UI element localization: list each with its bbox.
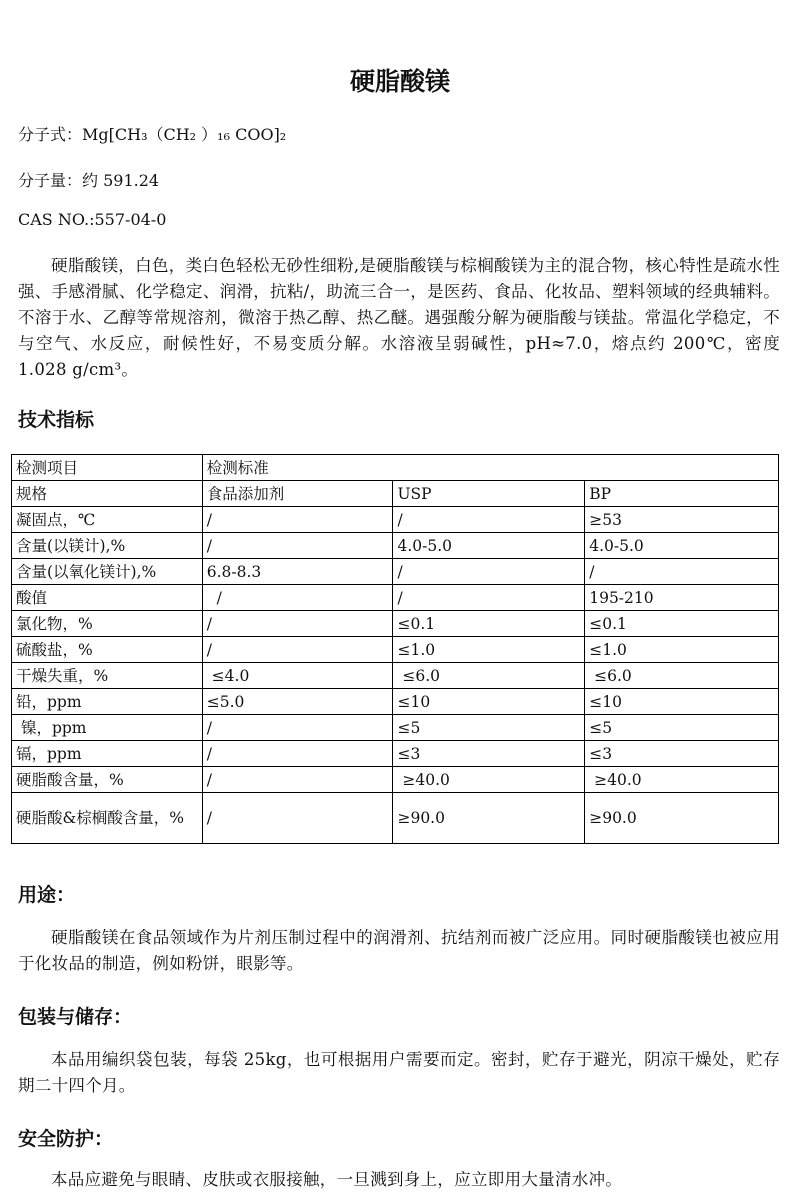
table-row: [12, 611, 779, 637]
table-cell: ≥40.0: [393, 767, 585, 793]
table-cell: /: [202, 611, 393, 637]
table-cell: /: [393, 507, 585, 533]
table-cell: 6.8-8.3: [202, 559, 393, 585]
table-header-cell: USP: [393, 481, 585, 507]
table-cell: 镉，ppm: [12, 741, 203, 767]
table-cell: 酸值: [12, 585, 203, 611]
table-cell: ≤10: [393, 689, 585, 715]
table-header-cell: 检测项目: [12, 455, 203, 481]
table-cell: ≤4.0: [202, 663, 393, 689]
table-cell: 4.0-5.0: [585, 533, 779, 559]
table-cell: /: [393, 585, 585, 611]
table-cell: ≤3: [393, 741, 585, 767]
packing-paragraph: 本品用编织袋包装，每袋 25kg，也可根据用户需要而定。密封，贮存于避光，阴凉干燥处，贮存期二十四个月。: [18, 1050, 780, 1095]
spec-heading: 技术指标: [18, 409, 95, 431]
table-header-cell: 检测标准: [202, 455, 778, 481]
table-cell: ≤5.0: [202, 689, 393, 715]
use-paragraph: 硬脂酸镁在食品领域作为片剂压制过程中的润滑剂、抗结剂而被广泛应用。同时硬脂酸镁也被应用于化妆品的制造，例如粉饼，眼影等。: [18, 928, 780, 973]
table-cell: 氯化物，%: [12, 611, 203, 637]
cas-number: CAS NO.:557-04-0: [18, 210, 167, 229]
table-cell: ≤5: [393, 715, 585, 741]
table-cell: /: [202, 585, 393, 611]
table-cell: /: [202, 507, 393, 533]
table-cell: /: [585, 559, 779, 585]
table-cell: 4.0-5.0: [393, 533, 585, 559]
table-cell: 硬脂酸&棕榈酸含量，%: [12, 793, 203, 844]
table-cell: 含量(以镁计),%: [12, 533, 203, 559]
table-subheader-row: [12, 481, 779, 507]
table-row: [12, 663, 779, 689]
table-cell: /: [393, 559, 585, 585]
table-row: [12, 533, 779, 559]
table-cell: /: [202, 715, 393, 741]
molecular-formula: 分子式：Mg[CH₃（CH₂ ）₁₆ COO]₂: [18, 125, 287, 144]
table-cell: ≤6.0: [585, 663, 779, 689]
table-cell: ≤6.0: [393, 663, 585, 689]
table-cell: 195-210: [585, 585, 779, 611]
table-cell: 铅，ppm: [12, 689, 203, 715]
safety-paragraph: 本品应避免与眼睛、皮肤或衣服接触，一旦溅到身上，应立即用大量清水冲。: [51, 1170, 623, 1189]
table-cell: ≤1.0: [585, 637, 779, 663]
use-heading: 用途：: [18, 884, 76, 906]
table-cell: 干燥失重，%: [12, 663, 203, 689]
table-cell: /: [202, 793, 393, 844]
document-title: 硬脂酸镁: [349, 67, 450, 96]
table-cell: ≥53: [585, 507, 779, 533]
table-cell: ≥40.0: [585, 767, 779, 793]
table-row: [12, 793, 779, 844]
spec-table: [11, 454, 779, 844]
table-cell: ≤10: [585, 689, 779, 715]
table-cell: ≤0.1: [585, 611, 779, 637]
table-row: [12, 767, 779, 793]
table-cell: 凝固点，℃: [12, 507, 203, 533]
table-cell: /: [202, 637, 393, 663]
table-cell: /: [202, 533, 393, 559]
table-cell: 硫酸盐，%: [12, 637, 203, 663]
table-header-row: [12, 455, 779, 481]
safety-heading: 安全防护：: [18, 1128, 114, 1150]
table-cell: /: [202, 767, 393, 793]
table-cell: ≤3: [585, 741, 779, 767]
table-header-cell: 规格: [12, 481, 203, 507]
table-cell: 含量(以氧化镁计),%: [12, 559, 203, 585]
table-row: [12, 741, 779, 767]
table-cell: ≥90.0: [393, 793, 585, 844]
table-row: [12, 559, 779, 585]
table-header-cell: BP: [585, 481, 779, 507]
table-cell: ≤5: [585, 715, 779, 741]
intro-paragraph: 硬脂酸镁，白色，类白色轻松无砂性细粉,是硬脂酸镁与棕榈酸镁为主的混合物，核心特性是疏水性强、手感滑腻、化学稳定、润滑，抗粘/，助流三合一，是医药、食品、化妆品、塑料领域的经典辅料。不溶于水、乙醇等常规溶剂，微溶于热乙醇、热乙醚。遇强酸分解为硬脂酸与镁盐。常温化学稳定，不与空气、水反应，耐候性好，不易变质分解。水溶液呈弱碱性，pH≈7.0，熔点约 200℃，密度 1.028 g/cm³。: [18, 256, 780, 379]
table-cell: ≤0.1: [393, 611, 585, 637]
table-row: [12, 507, 779, 533]
table-cell: 镍，ppm: [12, 715, 203, 741]
table-row: [12, 715, 779, 741]
table-row: [12, 585, 779, 611]
table-row: [12, 637, 779, 663]
table-cell: ≤1.0: [393, 637, 585, 663]
packing-heading: 包装与储存：: [18, 1006, 133, 1028]
molecular-weight: 分子量：约 591.24: [18, 171, 160, 190]
table-row: [12, 689, 779, 715]
table-cell: 硬脂酸含量，%: [12, 767, 203, 793]
table-header-cell: 食品添加剂: [202, 481, 393, 507]
table-cell: ≥90.0: [585, 793, 779, 844]
table-cell: /: [202, 741, 393, 767]
